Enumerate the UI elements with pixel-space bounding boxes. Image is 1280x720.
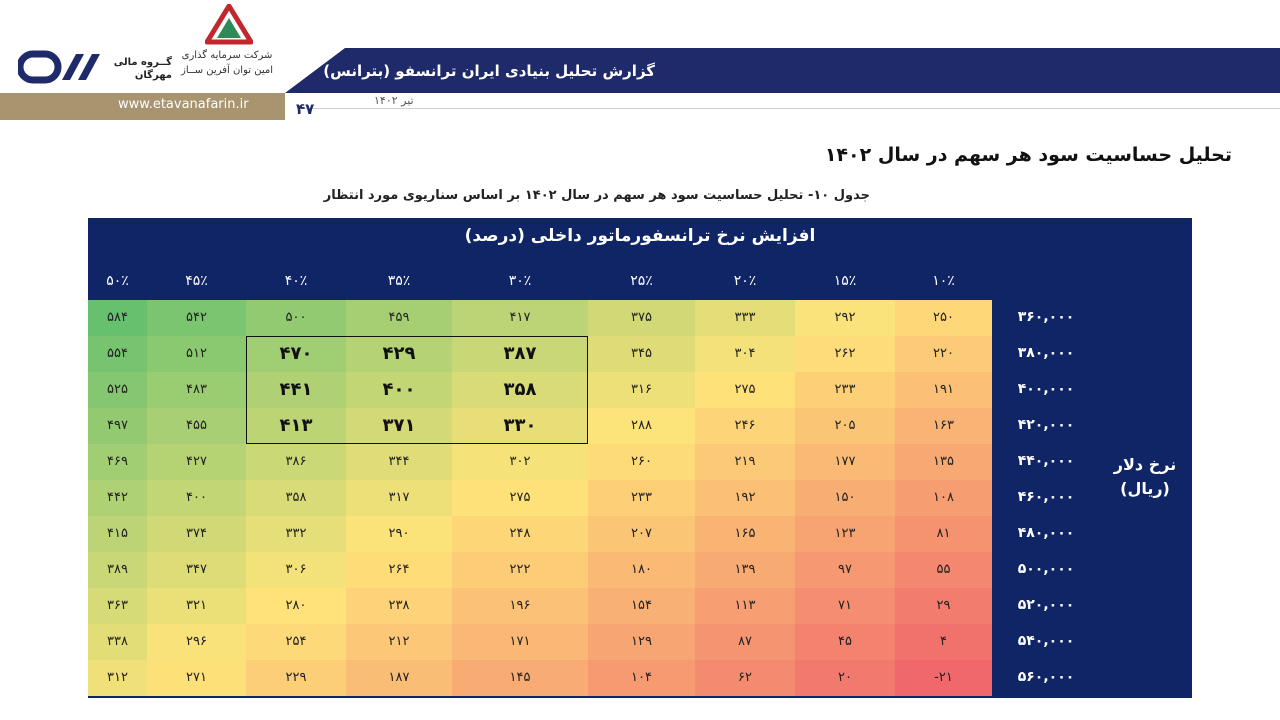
table-cell: ۴۰۰ xyxy=(147,480,246,516)
table-cell: ۲۲۹ xyxy=(246,660,346,696)
table-cell: ۱۱۳ xyxy=(695,588,795,624)
table-cell: ۲۸۸ xyxy=(588,408,695,444)
table-cell: ۳۶۳ xyxy=(88,588,147,624)
table-cell: ۴۱۷ xyxy=(452,300,588,336)
table-cell: ۳۳۸ xyxy=(88,624,147,660)
row-axis-label-line2: (ریال) xyxy=(1120,479,1170,498)
table-cell: ۵۰۰ xyxy=(246,300,346,336)
table-cell: ۴۰۰ xyxy=(346,372,452,408)
table-cell: ۳۷۴ xyxy=(147,516,246,552)
table-cell: ۱۵۰ xyxy=(795,480,895,516)
table-cell: ۲۲۲ xyxy=(452,552,588,588)
table-cell: ۲۵۰ xyxy=(895,300,992,336)
table-cell: ۴۵ xyxy=(795,624,895,660)
group-name-line1: گــروه مالی xyxy=(113,57,172,68)
table-cell: ۳۰۴ xyxy=(695,336,795,372)
report-date: تیر ۱۴۰۲ xyxy=(374,94,414,107)
column-header: ۲۵٪ xyxy=(630,273,653,289)
table-cell: ۲۲۰ xyxy=(895,336,992,372)
table-cell: ۴۶۹ xyxy=(88,444,147,480)
table-cell: ۲۰۵ xyxy=(795,408,895,444)
table-cell: ۷۱ xyxy=(795,588,895,624)
table-cell: ۱۴۵ xyxy=(452,660,588,696)
column-header: ۱۰٪ xyxy=(932,273,955,289)
table-cell: ۴۷۰ xyxy=(246,336,346,372)
table-cell: ۲۰ xyxy=(795,660,895,696)
table-cell: ۲۷۵ xyxy=(695,372,795,408)
table-cell: ۳۷۱ xyxy=(346,408,452,444)
company-name xyxy=(176,48,278,78)
table-cell: ۱۰۸ xyxy=(895,480,992,516)
column-header: ۳۰٪ xyxy=(508,273,532,289)
table-cell: ۴۸۳ xyxy=(147,372,246,408)
header-divider xyxy=(300,108,1280,109)
table-cell: ۱۵۴ xyxy=(588,588,695,624)
table-cell: ۳۸۷ xyxy=(452,336,588,372)
row-header: ۳۸۰,۰۰۰ xyxy=(1017,345,1075,361)
row-header: ۴۲۰,۰۰۰ xyxy=(1017,417,1075,433)
table-cell: ۲۱۲ xyxy=(346,624,452,660)
row-axis-label xyxy=(1098,453,1192,501)
table-cell: ۱۳۹ xyxy=(695,552,795,588)
table-cell: ۲۴۶ xyxy=(695,408,795,444)
table-cell: ۲۱۹ xyxy=(695,444,795,480)
table-cell: ۲۴۸ xyxy=(452,516,588,552)
table-cell: ۳۰۶ xyxy=(246,552,346,588)
table-cell: ۵۲۵ xyxy=(88,372,147,408)
company-logo-icon xyxy=(205,4,253,46)
table-cell: ۲۸۰ xyxy=(246,588,346,624)
table-cell: ۵۵۴ xyxy=(88,336,147,372)
table-cell: ۲۶۰ xyxy=(588,444,695,480)
table-cell: ۲۷۵ xyxy=(452,480,588,516)
mehregan-logo-icon xyxy=(18,50,108,84)
table-cell: ۱۳۵ xyxy=(895,444,992,480)
table-cell: ۲۹۶ xyxy=(147,624,246,660)
table-cell: ۴۵۵ xyxy=(147,408,246,444)
row-header: ۳۶۰,۰۰۰ xyxy=(1017,309,1075,325)
table-cell: ۲۶۴ xyxy=(346,552,452,588)
table-cell: ۳۰۲ xyxy=(452,444,588,480)
table-caption: جدول ۱۰- تحلیل حساسیت سود هر سهم در سال ۱۴۰۲ بر اساس سناریوی مورد انتظار xyxy=(323,188,870,203)
table-cell: ۳۴۷ xyxy=(147,552,246,588)
page-number: ۴۷ xyxy=(296,100,315,118)
row-header: ۵۴۰,۰۰۰ xyxy=(1017,633,1075,649)
table-cell: ۳۴۵ xyxy=(588,336,695,372)
table-cell: ۱۰۴ xyxy=(588,660,695,696)
table-cell: ۲۹۰ xyxy=(346,516,452,552)
column-header: ۴۵٪ xyxy=(185,273,208,289)
website-link[interactable]: www.etavanafarin.ir xyxy=(118,97,249,112)
table-cell: ۴۲۹ xyxy=(346,336,452,372)
column-header: ۴۰٪ xyxy=(284,273,308,289)
table-cell: ۲۶۲ xyxy=(795,336,895,372)
table-cell: ۲۰۷ xyxy=(588,516,695,552)
table-cell: ۳۵۸ xyxy=(246,480,346,516)
table-cell: ۴۴۱ xyxy=(246,372,346,408)
table-cell: ۱۶۵ xyxy=(695,516,795,552)
table-cell: ۲۵۴ xyxy=(246,624,346,660)
table-cell: ۳۵۸ xyxy=(452,372,588,408)
row-axis-label-line1: نرخ دلار xyxy=(1113,455,1177,474)
table-cell: ۲۷۱ xyxy=(147,660,246,696)
table-cell: ۳۱۷ xyxy=(346,480,452,516)
row-header: ۴۶۰,۰۰۰ xyxy=(1017,489,1075,505)
table-cell: ۶۲ xyxy=(695,660,795,696)
column-header: ۱۵٪ xyxy=(833,273,857,289)
row-header: ۵۰۰,۰۰۰ xyxy=(1017,561,1075,577)
column-header: ۵۰٪ xyxy=(106,273,129,289)
table-cell: ۴۹۷ xyxy=(88,408,147,444)
table-cell: ۹۷ xyxy=(795,552,895,588)
table-cell: ۴۱۳ xyxy=(246,408,346,444)
table-cell: ۱۷۷ xyxy=(795,444,895,480)
table-cell: ۱۸۰ xyxy=(588,552,695,588)
group-name-line2: مهرگان xyxy=(134,70,172,81)
section-title: تحلیل حساسیت سود هر سهم در سال ۱۴۰۲ xyxy=(824,144,1232,166)
table-cell: ۳۱۲ xyxy=(88,660,147,696)
sensitivity-table xyxy=(88,218,1192,698)
table-cell: ۳۳۳ xyxy=(695,300,795,336)
company-name-line2: امین توان آفرین ســاز xyxy=(181,65,273,76)
table-cell: ۱۲۳ xyxy=(795,516,895,552)
table-cell: ۵۵ xyxy=(895,552,992,588)
table-cell: ۳۲۱ xyxy=(147,588,246,624)
table-cell: ۱۸۷ xyxy=(346,660,452,696)
table-cell: ۴ xyxy=(895,624,992,660)
table-cell: ۱۶۳ xyxy=(895,408,992,444)
company-name-line1: شرکت سرمایه گذاری xyxy=(181,50,273,61)
table-cell: -۲۱ xyxy=(895,660,992,696)
table-cell: ۳۳۲ xyxy=(246,516,346,552)
table-cell: ۴۴۲ xyxy=(88,480,147,516)
row-header: ۴۰۰,۰۰۰ xyxy=(1017,381,1075,397)
table-cell: ۱۷۱ xyxy=(452,624,588,660)
table-cell: ۱۹۱ xyxy=(895,372,992,408)
table-cell: ۲۳۳ xyxy=(795,372,895,408)
report-title: گزارش تحلیل بنیادی ایران ترانسفو (بترانس) xyxy=(323,62,655,80)
table-cell: ۱۹۶ xyxy=(452,588,588,624)
table-cell: ۵۸۴ xyxy=(88,300,147,336)
table-cell: ۳۸۹ xyxy=(88,552,147,588)
row-header: ۵۲۰,۰۰۰ xyxy=(1017,597,1075,613)
table-cell: ۳۸۶ xyxy=(246,444,346,480)
table-cell: ۳۷۵ xyxy=(588,300,695,336)
row-header: ۴۸۰,۰۰۰ xyxy=(1017,525,1075,541)
table-cell: ۱۲۹ xyxy=(588,624,695,660)
column-group-header: افزایش نرخ ترانسفورماتور داخلی (درصد) xyxy=(464,226,816,246)
table-cell: ۱۹۲ xyxy=(695,480,795,516)
table-cell: ۲۳۳ xyxy=(588,480,695,516)
row-header: ۴۴۰,۰۰۰ xyxy=(1017,453,1075,469)
table-cell: ۳۳۰ xyxy=(452,408,588,444)
table-cell: ۸۱ xyxy=(895,516,992,552)
table-cell: ۲۹۲ xyxy=(795,300,895,336)
table-cell: ۴۱۵ xyxy=(88,516,147,552)
table-cell: ۵۱۲ xyxy=(147,336,246,372)
table-cell: ۴۵۹ xyxy=(346,300,452,336)
column-header: ۳۵٪ xyxy=(387,273,411,289)
table-cell: ۳۴۴ xyxy=(346,444,452,480)
table-cell: ۲۳۸ xyxy=(346,588,452,624)
column-header: ۲۰٪ xyxy=(733,273,757,289)
table-cell: ۸۷ xyxy=(695,624,795,660)
group-name xyxy=(110,56,172,82)
table-cell: ۴۲۷ xyxy=(147,444,246,480)
row-header: ۵۶۰,۰۰۰ xyxy=(1017,669,1075,685)
table-cell: ۵۴۲ xyxy=(147,300,246,336)
table-cell: ۳۱۶ xyxy=(588,372,695,408)
table-cell: ۲۹ xyxy=(895,588,992,624)
